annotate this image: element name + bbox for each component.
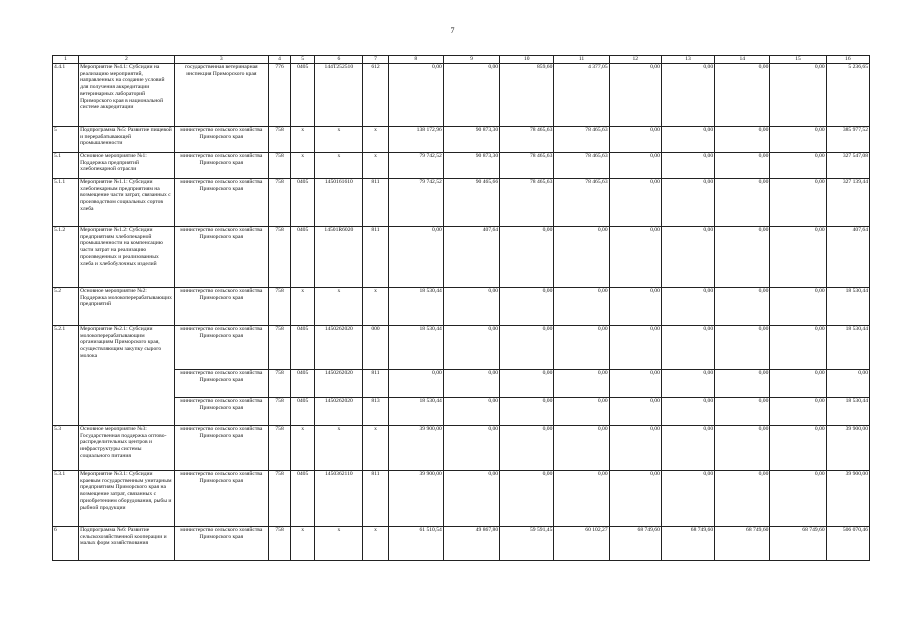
table-cell: 0,00 — [609, 64, 661, 127]
table-cell: 0,00 — [661, 64, 714, 127]
table-cell: 811 — [363, 227, 388, 288]
table-cell: x — [363, 127, 388, 153]
table-cell: министерство сельского хозяйства Приморского края — [174, 153, 268, 179]
table-cell: Подпрограмма №5: Развитие пищевой и перерабатывающей промышленности — [79, 127, 174, 153]
table-cell: 138 172,96 — [388, 127, 443, 153]
table-row — [53, 288, 870, 326]
table-cell: министерство сельского хозяйства Приморского края — [174, 127, 268, 153]
table-cell: 68 749,60 — [715, 527, 770, 561]
table-cell: 18 530,44 — [388, 326, 443, 370]
table-cell: 0,00 — [661, 153, 714, 179]
table-cell: 5.3.1 — [53, 471, 79, 527]
table-cell: министерство сельского хозяйства Приморского края — [174, 398, 268, 426]
table-cell: 758 — [269, 153, 291, 179]
column-number: 12 — [609, 56, 661, 64]
table-cell: 0405 — [291, 179, 315, 227]
column-number: 7 — [363, 56, 388, 64]
table-cell: 758 — [269, 471, 291, 527]
column-number: 4 — [269, 56, 291, 64]
column-number: 15 — [770, 56, 826, 64]
table-cell: 0,00 — [443, 398, 499, 426]
table-cell: x — [315, 127, 363, 153]
table-cell: 0,00 — [500, 426, 554, 471]
table-cell: министерство сельского хозяйства Приморского края — [174, 326, 268, 370]
table-cell: министерство сельского хозяйства Приморского края — [174, 288, 268, 326]
table-cell: x — [291, 527, 315, 561]
table-cell: 385 977,52 — [826, 127, 869, 153]
column-number: 9 — [443, 56, 499, 64]
table-cell: 68 749,60 — [770, 527, 826, 561]
table-cell: 0405 — [291, 227, 315, 288]
table-cell: x — [291, 153, 315, 179]
table-cell: министерство сельского хозяйства Приморского края — [174, 227, 268, 288]
table-cell: x — [315, 153, 363, 179]
table-cell: 1450262020 — [315, 370, 363, 398]
table-cell: x — [363, 527, 388, 561]
table-cell: x — [291, 288, 315, 326]
table-cell: 0,00 — [554, 398, 609, 426]
table-cell: 0,00 — [715, 179, 770, 227]
table-cell: 758 — [269, 370, 291, 398]
table-cell: 0,00 — [826, 370, 869, 398]
table-cell: x — [363, 153, 388, 179]
table-row — [53, 527, 870, 561]
table-cell: x — [363, 426, 388, 471]
table-cell: 78 465,63 — [500, 127, 554, 153]
table-cell: Основное мероприятие №3: Государственная поддержка оптово-распределительных центров и инфраструктуры системы социального питания — [79, 426, 174, 471]
column-number: 3 — [174, 56, 268, 64]
table-cell: 0,00 — [770, 227, 826, 288]
table-cell: 0,00 — [554, 426, 609, 471]
column-number: 1 — [53, 56, 79, 64]
table-cell: Основное мероприятие №2: Поддержка молокоперерабатывающих предприятий — [79, 288, 174, 326]
table-cell: 6 — [53, 527, 79, 561]
table-row — [53, 153, 870, 179]
table-cell: 4.4.1 — [53, 64, 79, 127]
table-row — [53, 398, 870, 426]
table-cell: 407,64 — [826, 227, 869, 288]
table-cell: 758 — [269, 398, 291, 426]
table-row — [53, 326, 870, 370]
program-table — [52, 55, 870, 561]
table-cell: 1450262020 — [315, 398, 363, 426]
table-cell: 758 — [269, 326, 291, 370]
table-cell: 0,00 — [770, 288, 826, 326]
column-number: 16 — [826, 56, 869, 64]
table-cell: x — [315, 288, 363, 326]
table-cell: 859,60 — [500, 64, 554, 127]
table-cell: 0,00 — [770, 398, 826, 426]
table-cell: Основное мероприятие №1: Поддержка предприятий хлебопекарной отрасли — [79, 153, 174, 179]
table-cell: 0,00 — [500, 288, 554, 326]
table-cell: министерство сельского хозяйства Приморского края — [174, 179, 268, 227]
page-number: 7 — [450, 26, 455, 35]
table-cell: 78 465,63 — [500, 153, 554, 179]
table-cell: 68 749,60 — [609, 527, 661, 561]
table-cell: 0,00 — [609, 426, 661, 471]
table-cell: 68 749,60 — [661, 527, 714, 561]
table-cell: 90 873,30 — [443, 127, 499, 153]
table-row — [53, 179, 870, 227]
table-cell: 000 — [363, 326, 388, 370]
table-cell: Подпрограмма №6: Развитие сельскохозяйственной кооперации и малых форм хозяйствования — [79, 527, 174, 561]
table-cell: 0,00 — [661, 370, 714, 398]
table-cell: 0,00 — [715, 288, 770, 326]
table-cell: 0,00 — [443, 426, 499, 471]
table-cell: 0,00 — [770, 153, 826, 179]
table-cell: 5.3 — [53, 426, 79, 471]
table-cell: 5 — [53, 127, 79, 153]
table-cell: 776 — [269, 64, 291, 127]
table-cell: 5.1 — [53, 153, 79, 179]
table-cell: Мероприятие №3.1: Субсидии краевым государственным унитарным предприятиям Приморского края на возмещение затрат, связанных с приобретением оборудования, рыбы и рыбной продукции — [79, 471, 174, 527]
table-cell: 758 — [269, 527, 291, 561]
table-cell: 0,00 — [661, 227, 714, 288]
table-cell: 813 — [363, 398, 388, 426]
table-cell: 18 530,44 — [388, 288, 443, 326]
table-cell: 144Т252510 — [315, 64, 363, 127]
column-number: 8 — [388, 56, 443, 64]
table-cell: 0405 — [291, 326, 315, 370]
table-cell: 0,00 — [500, 227, 554, 288]
table-cell: 1450362110 — [315, 471, 363, 527]
table-cell: 60 102,27 — [554, 527, 609, 561]
table-cell: 18 530,44 — [388, 398, 443, 426]
table-cell: 5.1.2 — [53, 227, 79, 288]
table-cell: 90 465,66 — [443, 179, 499, 227]
table-cell: 0,00 — [443, 326, 499, 370]
table-cell: 0,00 — [609, 227, 661, 288]
column-number: 13 — [661, 56, 714, 64]
table-cell: Мероприятие №1.2: Субсидии предприятиям хлебопекарной промышленности на компенсацию части затрат на реализацию произведенных и реализованных хлеба и хлебобулочных изделий — [79, 227, 174, 288]
table-cell: 0,00 — [554, 288, 609, 326]
table-cell: x — [291, 426, 315, 471]
table-cell: 0,00 — [661, 398, 714, 426]
table-cell: 758 — [269, 288, 291, 326]
table-cell: 407,64 — [443, 227, 499, 288]
table-cell: 18 530,44 — [826, 288, 869, 326]
table-cell: 0,00 — [715, 471, 770, 527]
table-cell: 811 — [363, 370, 388, 398]
table-cell: министерство сельского хозяйства Приморского края — [174, 370, 268, 398]
table-row — [53, 370, 870, 398]
table-cell: 0,00 — [609, 471, 661, 527]
table-cell: 78 465,63 — [500, 179, 554, 227]
table-cell: 0405 — [291, 398, 315, 426]
table-cell: 612 — [363, 64, 388, 127]
table-cell: министерство сельского хозяйства Приморского края — [174, 426, 268, 471]
table-cell: x — [363, 288, 388, 326]
table-cell: 0,00 — [770, 127, 826, 153]
table-cell: 0,00 — [388, 370, 443, 398]
table-cell: 78 465,63 — [554, 179, 609, 227]
table-cell: 0,00 — [715, 398, 770, 426]
table-cell: 0,00 — [443, 370, 499, 398]
table-cell: 0,00 — [715, 370, 770, 398]
table-cell: 0,00 — [661, 127, 714, 153]
table-cell: 59 591,45 — [500, 527, 554, 561]
table-cell: 0,00 — [715, 127, 770, 153]
table-cell: 79 742,52 — [388, 153, 443, 179]
table-cell: 39 900,00 — [826, 471, 869, 527]
table-cell: 0405 — [291, 64, 315, 127]
table-row — [53, 227, 870, 288]
table-cell: 0,00 — [388, 64, 443, 127]
table-cell: 0,00 — [715, 426, 770, 471]
table-cell: 0,00 — [554, 370, 609, 398]
table-cell: 5 236,65 — [826, 64, 869, 127]
table-cell: 0,00 — [388, 227, 443, 288]
table-cell: 0,00 — [661, 326, 714, 370]
table-cell: государственная ветеринарная инспекция Приморского края — [174, 64, 268, 127]
table-cell: 0,00 — [661, 288, 714, 326]
table-cell: 14501R6020 — [315, 227, 363, 288]
table-cell: 811 — [363, 179, 388, 227]
table-cell: министерство сельского хозяйства Приморского края — [174, 527, 268, 561]
table-cell: 0,00 — [609, 153, 661, 179]
table-cell: 0,00 — [715, 326, 770, 370]
table-cell: 90 873,30 — [443, 153, 499, 179]
table-cell: 39 900,00 — [388, 471, 443, 527]
table-cell: 0,00 — [661, 426, 714, 471]
table-cell: 0405 — [291, 471, 315, 527]
table-cell: 758 — [269, 179, 291, 227]
table-row — [53, 471, 870, 527]
table-cell: 0,00 — [609, 288, 661, 326]
table-row — [53, 64, 870, 127]
table-cell: 0,00 — [609, 398, 661, 426]
table-cell: 0,00 — [715, 153, 770, 179]
table-cell: 61 510,54 — [388, 527, 443, 561]
table-cell: Мероприятие №1.1: Субсидии хлебопекарным предприятиям на возмещение части затрат, связанных с производством социальных сортов хлеба — [79, 179, 174, 227]
table-cell: 0,00 — [500, 398, 554, 426]
table-cell: 811 — [363, 471, 388, 527]
table-cell: 49 867,80 — [443, 527, 499, 561]
table-cell: x — [315, 527, 363, 561]
table-cell: Мероприятие №4.1: Субсидии на реализацию мероприятий, направленных на создание условий для получения аккредитации ветеринарных лабораторий Приморского края в национальной системе аккредитации — [79, 64, 174, 127]
table-cell: 0,00 — [609, 127, 661, 153]
table-cell: 0,00 — [609, 326, 661, 370]
table-cell: 0,00 — [770, 471, 826, 527]
column-number: 14 — [715, 56, 770, 64]
table-cell: 506 070,46 — [826, 527, 869, 561]
table-cell: 1450262020 — [315, 326, 363, 370]
column-number: 5 — [291, 56, 315, 64]
table-cell: 0,00 — [770, 326, 826, 370]
table-cell: 39 900,00 — [826, 426, 869, 471]
table-cell: 39 900,00 — [388, 426, 443, 471]
table-cell: 758 — [269, 426, 291, 471]
table-cell: 0,00 — [500, 370, 554, 398]
table-cell: 0,00 — [715, 227, 770, 288]
table-cell: 0,00 — [770, 370, 826, 398]
column-number: 11 — [554, 56, 609, 64]
column-number: 6 — [315, 56, 363, 64]
table-cell: 0,00 — [443, 64, 499, 127]
table-cell: 0,00 — [500, 471, 554, 527]
table-cell: 5.2.1 — [53, 326, 79, 426]
table-cell: 0,00 — [554, 326, 609, 370]
table-cell: 18 530,44 — [826, 326, 869, 370]
table-cell: 78 465,63 — [554, 153, 609, 179]
table-row — [53, 127, 870, 153]
table-cell: министерство сельского хозяйства Приморского края — [174, 471, 268, 527]
table-cell: 0,00 — [770, 179, 826, 227]
table-cell: x — [291, 127, 315, 153]
table-cell: 5.2 — [53, 288, 79, 326]
table-cell: 0,00 — [554, 227, 609, 288]
table-cell: 0,00 — [443, 471, 499, 527]
table-cell: 327 547,08 — [826, 153, 869, 179]
table-cell: 0,00 — [609, 179, 661, 227]
table-cell: 1450161610 — [315, 179, 363, 227]
table-cell: 0,00 — [770, 426, 826, 471]
column-number: 10 — [500, 56, 554, 64]
table-cell: 0,00 — [500, 326, 554, 370]
table-cell: x — [315, 426, 363, 471]
table-cell: 758 — [269, 227, 291, 288]
table-cell: 0405 — [291, 370, 315, 398]
table-cell: 0,00 — [770, 64, 826, 127]
table-cell: 0,00 — [609, 370, 661, 398]
table-row — [53, 426, 870, 471]
table-cell: 79 742,52 — [388, 179, 443, 227]
table-cell: 4 377,05 — [554, 64, 609, 127]
table-cell: 0,00 — [554, 471, 609, 527]
column-number-row — [53, 56, 870, 64]
table-cell: 0,00 — [661, 471, 714, 527]
table-cell: 0,00 — [661, 179, 714, 227]
table-cell: 0,00 — [715, 64, 770, 127]
table-cell: 78 465,63 — [554, 127, 609, 153]
table-cell: 18 530,44 — [826, 398, 869, 426]
table-cell: 0,00 — [443, 288, 499, 326]
column-number: 2 — [79, 56, 174, 64]
table-cell: 758 — [269, 127, 291, 153]
table-cell: 5.1.1 — [53, 179, 79, 227]
table-cell: 327 139,44 — [826, 179, 869, 227]
table-cell: Мероприятие №2.1: Субсидии молокоперерабатывающим организациям Приморского края, осуществляющим закупку сырого молока — [79, 326, 174, 426]
